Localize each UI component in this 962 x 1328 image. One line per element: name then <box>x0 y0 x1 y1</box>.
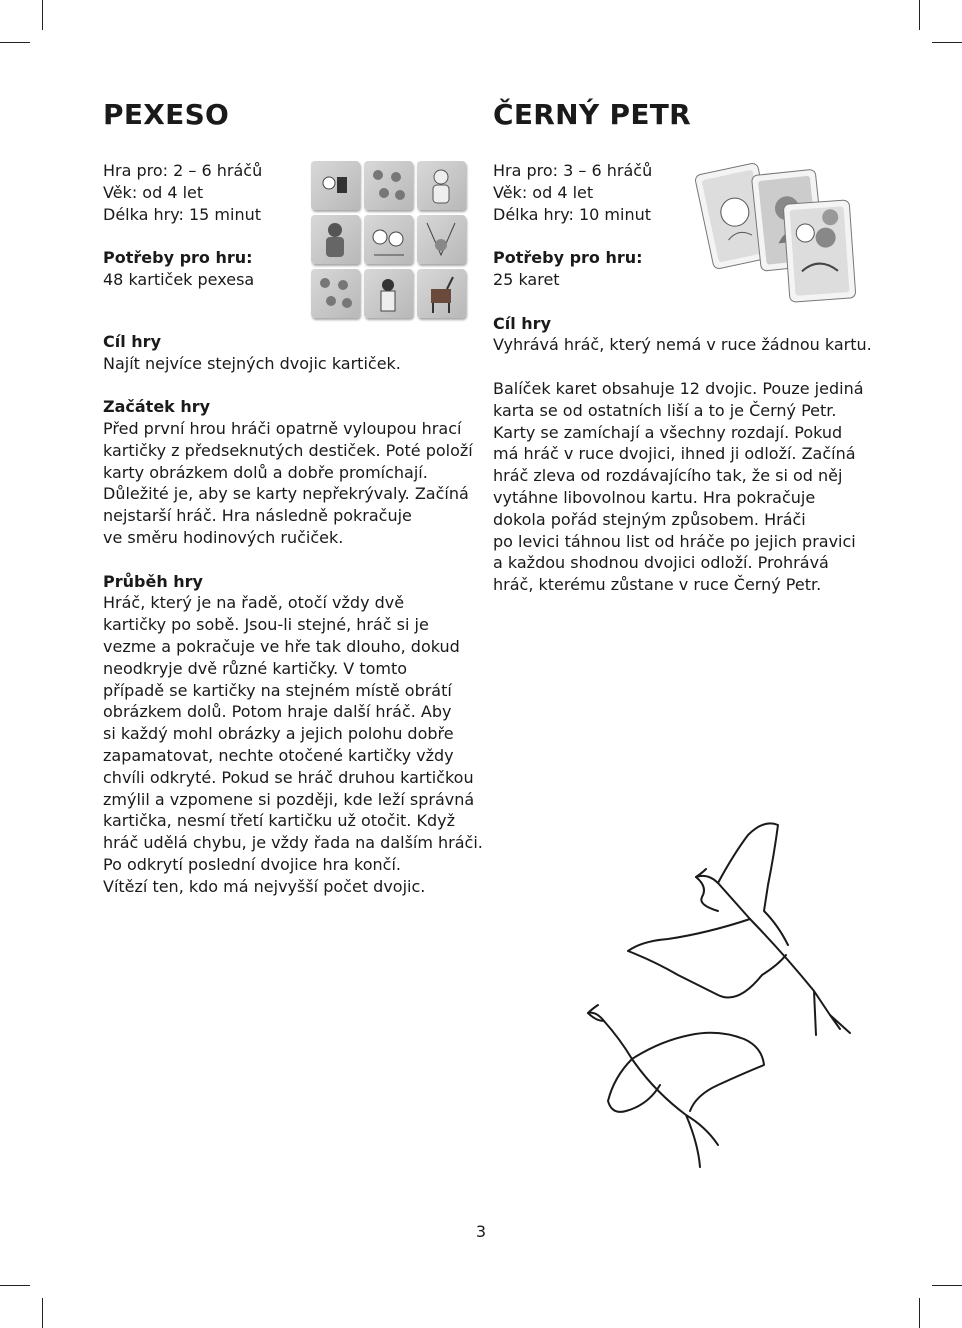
text-line: Po odkrytí poslední dvojice hra končí. <box>103 854 402 874</box>
crop-mark <box>42 0 43 30</box>
player-count: Hra pro: 3 – 6 hráčů <box>493 161 653 180</box>
text-line: karta se od ostatních liší a to je Černý Petr. <box>493 400 837 420</box>
page-number: 3 <box>475 1222 487 1241</box>
text-line: kartička, nesmí třetí kartičku už otočit. Když <box>103 811 455 831</box>
duration-info: Délka hry: 10 minut <box>493 204 652 224</box>
text-line: hráč, kterému zůstane v ruce Černý Petr. <box>493 575 822 595</box>
text-line: obrázkem dolů. Potom hraje další hráč. Aby <box>103 702 452 722</box>
text-line: Důležité je, aby se karty nepřekrývaly. Začíná <box>103 484 469 504</box>
text-line: karty obrázkem dolů a dobře promíchají. <box>103 462 428 482</box>
card-tile <box>364 215 413 264</box>
crop-mark <box>0 42 30 43</box>
text-line: zapamatovat, nechte otočené kartičky vždy <box>103 745 454 765</box>
card-tile <box>364 161 413 210</box>
needs-heading: Potřeby pro hru: <box>103 248 253 268</box>
text-line: nejstarší hráč. Hra následně pokračuje <box>103 506 412 526</box>
playing-cards-illustration <box>690 148 865 304</box>
course-paragraph <box>103 592 483 897</box>
text-line: chvíli odkryté. Pokud se hráč druhou kartičkou <box>103 767 474 787</box>
age-info: Věk: od 4 let <box>493 182 594 202</box>
card-tile <box>417 215 466 264</box>
text-line: Vítězí ten, kdo má nejvyšší počet dvojic. <box>103 876 426 896</box>
goal-heading: Cíl hry <box>103 331 161 351</box>
crop-mark <box>919 0 920 30</box>
text-line: ve směru hodinových ručiček. <box>103 527 344 547</box>
text-line: hráč udělá chybu, je vždy řada na dalším hráči. <box>103 833 483 853</box>
age-info: Věk: od 4 let <box>103 182 204 202</box>
pexeso-title: PEXESO <box>103 98 230 131</box>
card-tile <box>311 161 360 210</box>
text-line: neodkryje dvě různé kartičky. V tomto <box>103 658 408 678</box>
goal-text: Vyhrává hráč, který nemá v ruce žádnou kartu. <box>493 335 872 355</box>
text-line: má hráč v ruce dvojici, ihned ji odloží. Začíná <box>493 444 856 464</box>
text-line: Hráč, který je na řadě, otočí vždy dvě <box>103 593 405 613</box>
text-line: kartičky po sobě. Jsou-li stejné, hráč si je <box>103 615 429 635</box>
card-tile <box>311 269 360 318</box>
needs-text: 25 karet <box>493 269 560 289</box>
goal-heading: Cíl hry <box>493 313 551 333</box>
card-tile <box>364 269 413 318</box>
crop-mark <box>919 1298 920 1328</box>
text-line: kartičky z předseknutých destiček. Poté položí <box>103 440 473 460</box>
text-line: Balíček karet obsahuje 12 dvojic. Pouze jediná <box>493 378 864 398</box>
crop-mark <box>42 1298 43 1328</box>
card-tile <box>417 269 466 318</box>
text-line: si každý mohl obrázky a jejich polohu dobře <box>103 724 454 744</box>
course-heading: Průběh hry <box>103 571 203 591</box>
rules-paragraph <box>493 378 863 596</box>
goal-text: Najít nejvíce stejných dvojic kartiček. <box>103 353 401 373</box>
needs-heading: Potřeby pro hru: <box>493 248 643 268</box>
text-line: Karty se zamíchají a všechny rozdají. Pokud <box>493 422 843 442</box>
needs-text: 48 kartiček pexesa <box>103 269 255 289</box>
text-line: Před první hrou hráči opatrně vyloupou hrací <box>103 418 462 438</box>
card-tile <box>311 215 360 264</box>
text-line: po levici táhnou list od hráče po jejich pravici <box>493 531 856 551</box>
text-line: hráč zleva od rozdávajícího tak, že si od něj <box>493 466 843 486</box>
text-line: dokola pořád stejným způsobem. Hráči <box>493 509 806 529</box>
start-heading: Začátek hry <box>103 397 211 417</box>
crop-mark <box>0 1285 30 1286</box>
cerny-petr-title: ČERNÝ PETR <box>493 98 692 131</box>
duration-info: Délka hry: 15 minut <box>103 204 262 224</box>
crop-mark <box>932 42 962 43</box>
text-line: případě se kartičky na stejném místě obrátí <box>103 680 452 700</box>
crop-mark <box>932 1285 962 1286</box>
text-line: vytáhne libovolnou kartu. Hra pokračuje <box>493 487 816 507</box>
start-paragraph <box>103 418 473 549</box>
card-tile <box>417 161 466 210</box>
flying-geese-illustration <box>568 815 868 1175</box>
text-line: zmýlil a vzpomene si později, kde leží správná <box>103 789 475 809</box>
pexeso-cards-illustration <box>311 161 467 318</box>
text-line: a každou shodnou dvojici odloží. Prohrává <box>493 553 829 573</box>
text-line: vezme a pokračuje ve hře tak dlouho, dokud <box>103 636 460 656</box>
player-count: Hra pro: 2 – 6 hráčů <box>103 161 263 180</box>
